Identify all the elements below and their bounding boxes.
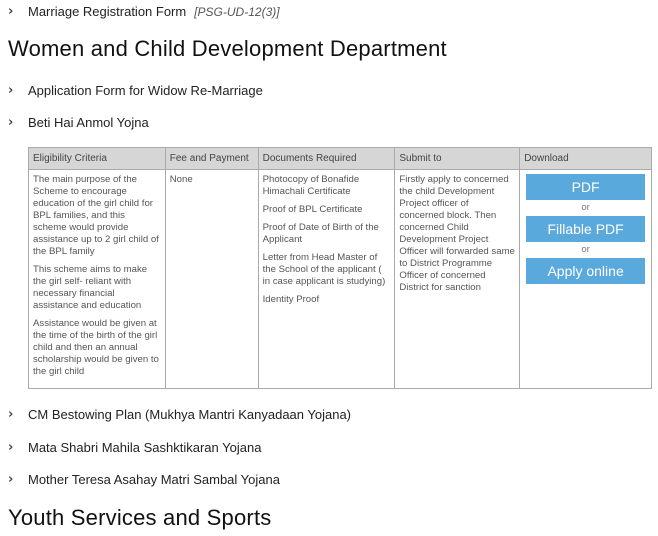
list-item-cm-bestowing[interactable] bbox=[8, 407, 351, 422]
chevron-right-icon: › bbox=[8, 4, 14, 19]
table-row bbox=[29, 170, 652, 389]
header-submit-to: Submit to bbox=[395, 148, 520, 170]
form-code: [PSG-UD-12(3)] bbox=[194, 4, 280, 19]
pdf-download-button[interactable]: PDF bbox=[526, 174, 645, 200]
document-item: Proof of Date of Birth of the Applicant bbox=[262, 222, 379, 245]
item-label[interactable]: CM Bestowing Plan (Mukhya Mantri Kanyadaan Yojana) bbox=[28, 407, 352, 422]
item-label[interactable]: Mother Teresa Asahay Matri Sambal Yojana bbox=[28, 472, 280, 487]
submit-to-cell bbox=[395, 170, 520, 389]
section-title-women-child: Women and Child Development Department bbox=[8, 36, 447, 61]
chevron-right-icon: › bbox=[8, 472, 14, 487]
header-fee: Fee and Payment bbox=[165, 148, 258, 170]
fillable-pdf-button[interactable]: Fillable PDF bbox=[526, 216, 645, 242]
chevron-down-icon: › bbox=[8, 115, 14, 130]
chevron-right-icon: › bbox=[8, 407, 14, 422]
item-label[interactable]: Mata Shabri Mahila Sashktikaran Yojana bbox=[28, 440, 262, 455]
or-separator: or bbox=[581, 202, 590, 213]
list-item-mata-shabri[interactable] bbox=[8, 440, 261, 455]
list-item-beti-hai-anmol[interactable] bbox=[8, 115, 149, 130]
item-label[interactable]: Application Form for Widow Re-Marriage bbox=[28, 83, 263, 98]
list-item-marriage-registration[interactable] bbox=[8, 4, 280, 19]
item-label[interactable]: Marriage Registration Form bbox=[28, 4, 187, 19]
list-item-mother-teresa[interactable] bbox=[8, 472, 280, 487]
eligibility-text: Assistance would be given at the time of the birth of the girl child and then an annual scholarship would be given to the girl child bbox=[33, 318, 159, 377]
document-item: Photocopy of Bonafide Himachali Certificate bbox=[262, 174, 360, 197]
header-documents: Documents Required bbox=[258, 148, 395, 170]
chevron-right-icon: › bbox=[8, 440, 14, 455]
eligibility-cell bbox=[29, 170, 166, 389]
fee-cell bbox=[165, 170, 258, 389]
section-title-youth-sports: Youth Services and Sports bbox=[8, 505, 272, 530]
eligibility-text: The main purpose of the Scheme to encourage education of the girl child for BPL families, and this scheme would provide assistance up to 2 girl child of the BPL family bbox=[33, 174, 159, 257]
apply-online-button[interactable]: Apply online bbox=[526, 258, 645, 284]
download-cell bbox=[520, 170, 652, 389]
chevron-right-icon: › bbox=[8, 83, 14, 98]
or-separator: or bbox=[581, 244, 590, 255]
table-header-row bbox=[29, 148, 652, 170]
document-item: Identity Proof bbox=[262, 294, 320, 305]
documents-cell bbox=[258, 170, 395, 389]
item-label[interactable]: Beti Hai Anmol Yojna bbox=[28, 115, 149, 130]
header-download: Download bbox=[520, 148, 652, 170]
scheme-details-table bbox=[28, 147, 652, 389]
fee-value: None bbox=[169, 174, 193, 185]
submit-to-text: Firstly apply to concerned the child Development Project officer of concerned block. Then concerned Child Development Project Officer will forwarded same to District Programme Officer of concerned District for sanction bbox=[399, 174, 515, 293]
document-item: Proof of BPL Certificate bbox=[262, 204, 363, 215]
document-item: Letter from Head Master of the School of the applicant ( in case applicant is studying) bbox=[262, 252, 386, 287]
eligibility-text: This scheme aims to make the girl self- reliant with necessary financial assistance and education bbox=[33, 264, 148, 311]
header-eligibility: Eligibility Criteria bbox=[29, 148, 166, 170]
list-item-widow-remarriage[interactable] bbox=[8, 83, 263, 98]
